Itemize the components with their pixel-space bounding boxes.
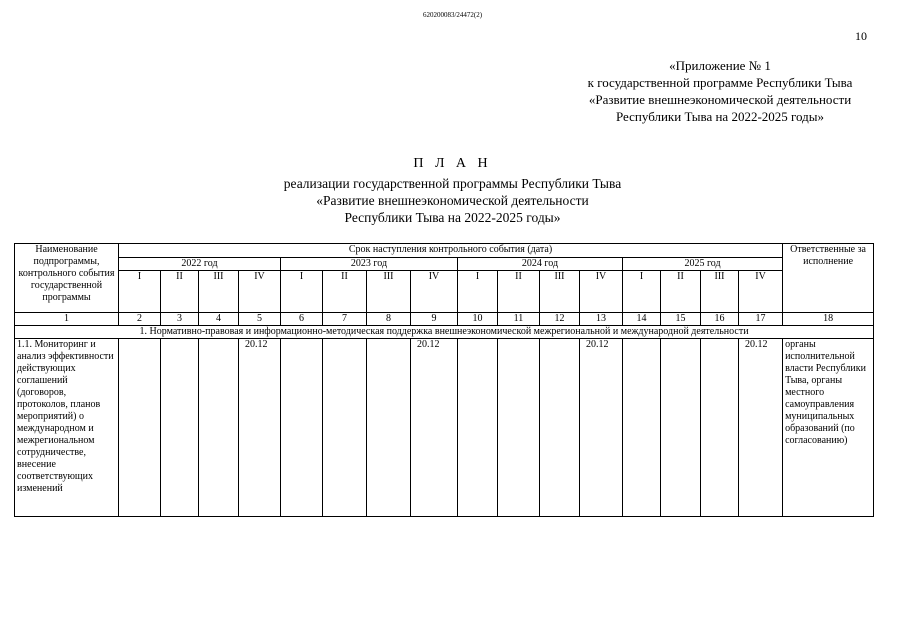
date-cell bbox=[323, 339, 367, 517]
column-number-cell: 18 bbox=[783, 313, 874, 326]
date-cell bbox=[540, 339, 580, 517]
plan-subtitle-line: Республики Тыва на 2022-2025 годы» bbox=[344, 210, 561, 225]
section-row bbox=[15, 326, 874, 339]
annex-line: «Развитие внешнеэкономической деятельности bbox=[588, 92, 852, 107]
quarter-cell: IV bbox=[239, 271, 281, 313]
header-row-deadline bbox=[15, 244, 874, 258]
quarter-cell: III bbox=[701, 271, 739, 313]
event-name-cell: 1.1. Мониторинг и анализ эффективности действующих соглашений (договоров, протоколов, планов мероприятий) о международном и межрегиональном сотрудничестве, внесение соответствующих изменений bbox=[15, 339, 119, 517]
column-number-cell: 4 bbox=[199, 313, 239, 326]
date-cell bbox=[119, 339, 161, 517]
column-number-cell: 3 bbox=[161, 313, 199, 326]
quarter-cell: I bbox=[281, 271, 323, 313]
quarter-cell: IV bbox=[580, 271, 623, 313]
column-number-row bbox=[15, 313, 874, 326]
date-cell bbox=[623, 339, 661, 517]
header-deadline-cell: Срок наступления контрольного события (дата) bbox=[119, 244, 783, 258]
plan-subtitle-line: реализации государственной программы Республики Тыва bbox=[283, 176, 622, 191]
column-number-cell: 6 bbox=[281, 313, 323, 326]
responsible-cell: органы исполнительной власти Республики Тыва, органы местного самоуправления муниципальных образований (по согласованию) bbox=[783, 339, 874, 517]
header-name-cell: Наименование подпрограммы, контрольного события государственной программы bbox=[15, 244, 119, 313]
quarter-cell: I bbox=[623, 271, 661, 313]
annex-line: «Приложение № 1 bbox=[669, 58, 771, 73]
year-2022-cell: 2022 год bbox=[119, 258, 281, 271]
header-row-years bbox=[15, 258, 874, 271]
quarter-cell: II bbox=[161, 271, 199, 313]
quarter-cell: II bbox=[498, 271, 540, 313]
quarter-cell: III bbox=[199, 271, 239, 313]
column-number-cell: 1 bbox=[15, 313, 119, 326]
year-2024-cell: 2024 год bbox=[458, 258, 623, 271]
year-2025-cell: 2025 год bbox=[623, 258, 783, 271]
quarter-cell: I bbox=[458, 271, 498, 313]
plan-table bbox=[14, 243, 874, 517]
column-number-cell: 13 bbox=[580, 313, 623, 326]
date-cell bbox=[161, 339, 199, 517]
date-cell bbox=[458, 339, 498, 517]
annex-line: к государственной программе Республики Тыва bbox=[587, 75, 853, 90]
column-number-cell: 17 bbox=[739, 313, 783, 326]
date-cell: 20.12 bbox=[239, 339, 281, 517]
quarter-cell: III bbox=[367, 271, 411, 313]
date-cell: 20.12 bbox=[580, 339, 623, 517]
plan-subtitle-line: «Развитие внешнеэкономической деятельности bbox=[316, 193, 589, 208]
column-number-cell: 14 bbox=[623, 313, 661, 326]
column-number-cell: 12 bbox=[540, 313, 580, 326]
date-cell bbox=[498, 339, 540, 517]
date-cell bbox=[199, 339, 239, 517]
date-cell bbox=[281, 339, 323, 517]
document-code: 620200083/24472(2) bbox=[422, 11, 483, 19]
quarter-cell: II bbox=[661, 271, 701, 313]
quarter-cell: IV bbox=[411, 271, 458, 313]
year-2023-cell: 2023 год bbox=[281, 258, 458, 271]
date-cell: 20.12 bbox=[739, 339, 783, 517]
quarter-cell: III bbox=[540, 271, 580, 313]
annex-line: Республики Тыва на 2022-2025 годы» bbox=[615, 109, 825, 124]
header-responsible-cell: Ответственные за исполнение bbox=[783, 244, 874, 313]
section-title-cell: 1. Нормативно-правовая и информационно-методическая поддержка внешнеэкономической межрегиональной и международной деятельности bbox=[15, 326, 874, 339]
column-number-cell: 8 bbox=[367, 313, 411, 326]
plan-heading bbox=[0, 155, 905, 226]
date-cell bbox=[701, 339, 739, 517]
column-number-cell: 10 bbox=[458, 313, 498, 326]
plan-title: П Л А Н bbox=[413, 156, 492, 171]
annex-header bbox=[440, 57, 905, 125]
table-row bbox=[15, 339, 874, 517]
date-cell bbox=[367, 339, 411, 517]
header-row-quarters bbox=[15, 271, 874, 313]
date-cell bbox=[661, 339, 701, 517]
column-number-cell: 11 bbox=[498, 313, 540, 326]
date-cell: 20.12 bbox=[411, 339, 458, 517]
quarter-cell: II bbox=[323, 271, 367, 313]
quarter-cell: IV bbox=[739, 271, 783, 313]
column-number-cell: 9 bbox=[411, 313, 458, 326]
column-number-cell: 5 bbox=[239, 313, 281, 326]
quarter-cell: I bbox=[119, 271, 161, 313]
column-number-cell: 16 bbox=[701, 313, 739, 326]
column-number-cell: 2 bbox=[119, 313, 161, 326]
column-number-cell: 7 bbox=[323, 313, 367, 326]
page-number: 10 bbox=[855, 29, 867, 43]
column-number-cell: 15 bbox=[661, 313, 701, 326]
